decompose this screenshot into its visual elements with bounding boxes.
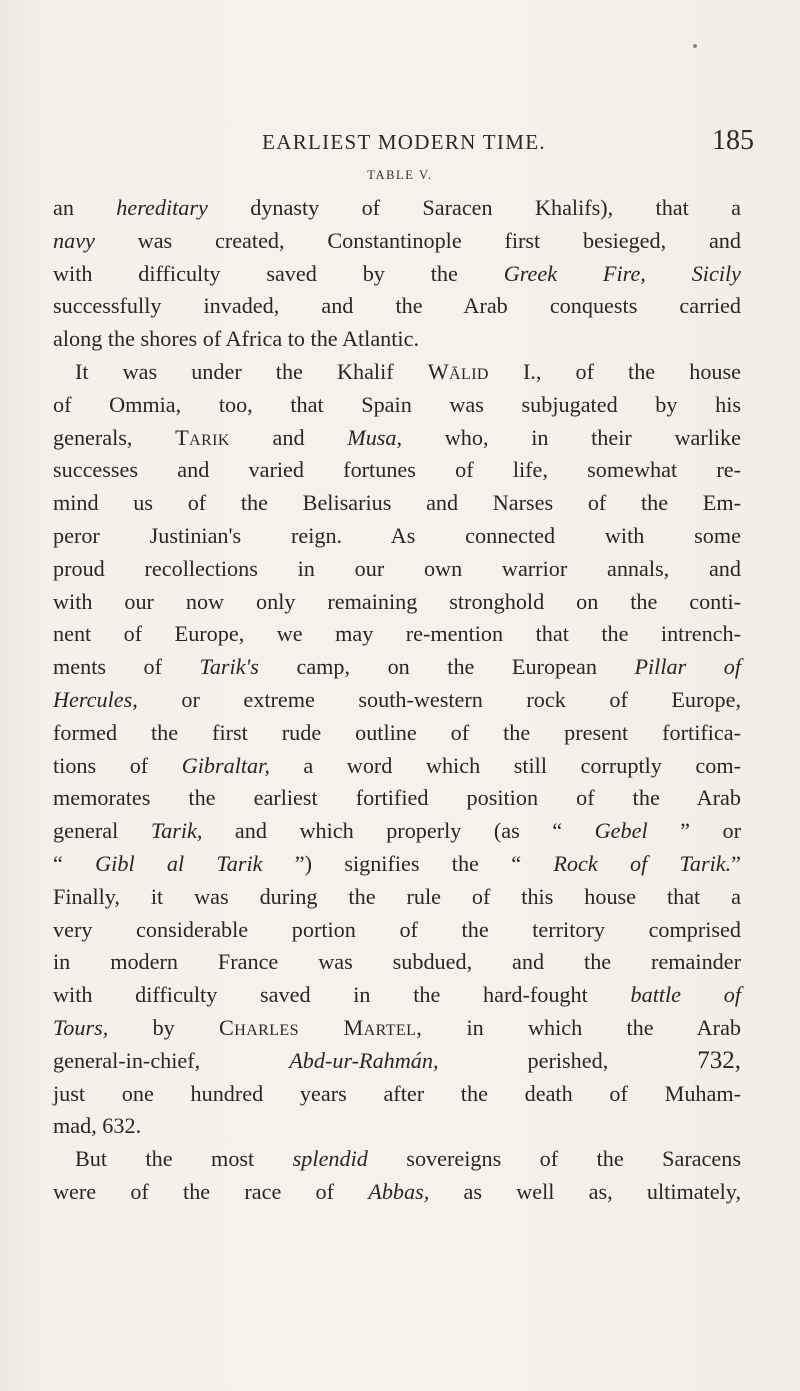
text-run: as well as, ultimately, — [429, 1178, 741, 1204]
text-line — [53, 258, 741, 291]
small-caps-name: Wālid — [427, 358, 489, 384]
page-number: 185 — [712, 125, 754, 156]
italic-text: battle of — [630, 982, 741, 1008]
small-caps-name: Tarik — [175, 424, 230, 450]
text-run: “ — [53, 850, 96, 876]
text-line — [53, 946, 741, 979]
text-run: by — [108, 1014, 220, 1040]
text-run: who, in their warlike — [402, 424, 741, 450]
italic-text: Tours, — [53, 1014, 109, 1040]
text-line — [53, 290, 741, 323]
text-line — [53, 454, 741, 487]
text-run: mad, 632. — [53, 1113, 142, 1139]
text-line — [53, 422, 741, 455]
text-run: in which the Arab — [422, 1014, 742, 1040]
text-line — [53, 618, 741, 651]
text-run: Finally, it was during the rule of this house that a — [53, 883, 741, 909]
text-run: camp, on the European — [258, 654, 635, 680]
text-run: with difficulty saved in the hard-fought — [53, 982, 631, 1008]
page-header — [54, 125, 754, 158]
text-run: ” — [731, 850, 741, 876]
italic-text: navy — [53, 227, 95, 253]
year-numeral: 732, — [697, 1046, 741, 1074]
text-line — [53, 225, 741, 258]
italic-text: Gibraltar, — [181, 752, 270, 778]
text-line — [53, 389, 741, 422]
text-line — [53, 782, 741, 815]
text-run: with difficulty saved by the — [53, 260, 504, 286]
text-line — [53, 192, 741, 225]
text-line — [53, 1143, 741, 1176]
text-line — [53, 1110, 741, 1143]
text-line — [53, 1045, 741, 1078]
italic-text: Hercules, — [53, 686, 138, 712]
text-run: But the most — [75, 1146, 293, 1172]
text-line — [53, 1078, 741, 1111]
text-line — [53, 717, 741, 750]
text-line — [53, 1176, 741, 1209]
text-line — [53, 1012, 741, 1045]
text-line — [53, 323, 741, 356]
italic-text: Tarik's — [199, 654, 259, 680]
italic-text: Musa, — [347, 424, 403, 450]
text-line — [53, 979, 741, 1012]
text-run: peror Justinian's reign. As connected with some — [53, 522, 741, 548]
text-run: general — [53, 818, 151, 844]
text-run: proud recollections in our own warrior annals, and — [53, 555, 741, 581]
text-run: generals, — [53, 424, 176, 450]
small-caps-name: Charles Martel, — [219, 1014, 423, 1040]
text-run: tions of — [53, 752, 182, 778]
text-run: or extreme south-western rock of Europe, — [137, 686, 741, 712]
text-run: general-in-chief, — [53, 1047, 290, 1073]
text-run: successes and varied fortunes of life, somewhat re- — [53, 457, 741, 483]
text-line — [53, 651, 741, 684]
text-run: successfully invaded, and the Arab conquests carried — [53, 293, 741, 319]
italic-text: Abd-ur-Rahmán, — [289, 1047, 439, 1073]
text-line — [53, 848, 741, 881]
text-run: an — [53, 195, 117, 220]
text-run: nent of Europe, we may re-mention that the intrench- — [53, 621, 741, 647]
text-run: ”) signifies the “ — [262, 850, 554, 876]
italic-text: splendid — [292, 1146, 368, 1172]
text-run: very considerable portion of the territory comprised — [53, 916, 741, 942]
text-run: and which properly (as “ — [202, 818, 595, 844]
italic-text: Tarik, — [150, 818, 203, 844]
text-line — [53, 914, 741, 947]
table-label: TABLE V. — [367, 168, 433, 182]
text-run: mind us of the Belisarius and Narses of the Em- — [53, 490, 741, 516]
text-run: was created, Constantinople first besieged, and — [94, 227, 741, 253]
text-line — [53, 487, 741, 520]
text-run: were of the race of — [53, 1178, 369, 1204]
text-run: of Ommia, too, that Spain was subjugated by his — [53, 391, 741, 417]
text-line — [53, 881, 741, 914]
text-run: dynasty of Saracen Khalifs), that a — [207, 195, 741, 220]
text-line — [53, 684, 741, 717]
running-title: EARLIEST MODERN TIME. — [262, 130, 546, 154]
page-speck — [693, 44, 697, 48]
text-run: perished, — [438, 1047, 698, 1073]
text-run: memorates the earliest fortified position of the Arab — [53, 785, 741, 811]
text-run: It was under the Khalif — [75, 358, 428, 384]
text-line — [53, 815, 741, 848]
text-run: just one hundred years after the death of Muham- — [53, 1080, 741, 1106]
text-run: I., of the house — [488, 358, 741, 384]
text-line — [53, 553, 741, 586]
italic-text: Greek Fire, Sicily — [503, 260, 741, 286]
italic-text: Rock of Tarik. — [553, 850, 732, 876]
text-line — [53, 356, 741, 389]
text-run: and — [229, 424, 348, 450]
italic-text: Gibl al Tarik — [95, 850, 263, 876]
italic-text: hereditary — [116, 195, 208, 220]
italic-text: Abbas, — [368, 1178, 430, 1204]
text-run: along the shores of Africa to the Atlantic. — [53, 326, 419, 352]
text-line — [53, 750, 741, 783]
text-run: a word which still corruptly com- — [269, 752, 741, 778]
text-run: ” or — [647, 818, 741, 844]
text-line — [53, 586, 741, 619]
text-run: sovereigns of the Saracens — [367, 1146, 741, 1172]
text-run: with our now only remaining stronghold on the conti- — [53, 588, 741, 614]
body-text — [53, 192, 741, 1209]
text-line — [53, 520, 741, 553]
text-run: ments of — [53, 654, 200, 680]
text-run: formed the first rude outline of the present fortifica- — [53, 719, 741, 745]
italic-text: Pillar of — [634, 654, 741, 680]
italic-text: Gebel — [594, 818, 648, 844]
text-run: in modern France was subdued, and the remainder — [53, 949, 741, 975]
